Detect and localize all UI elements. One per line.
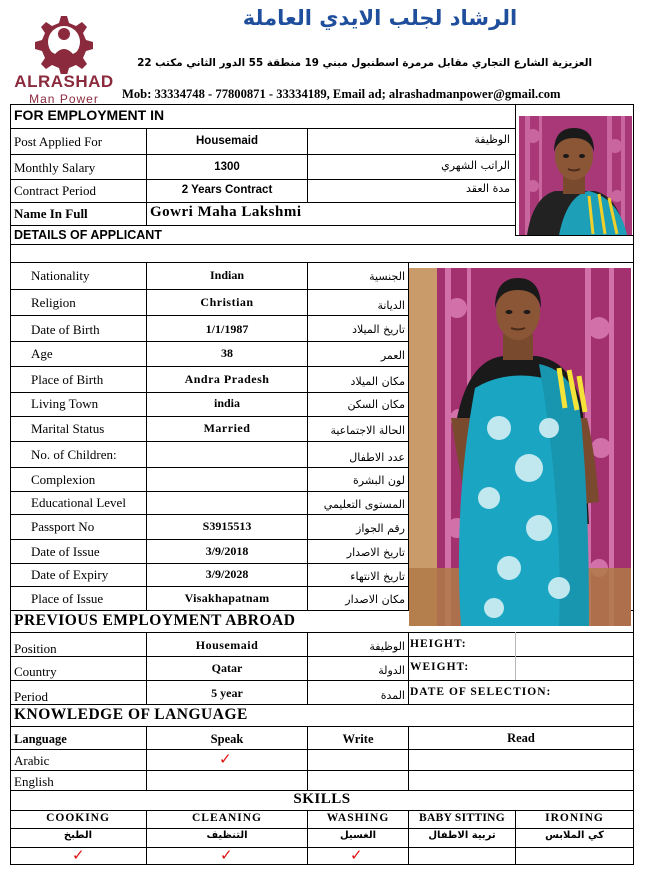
religion-value: Christian (200, 295, 254, 309)
section-language: KNOWLEDGE OF LANGUAGE (14, 706, 248, 723)
arabic-address: العزيزية الشارع التجاري مقابل مرمرة اسطنبول مبني 19 منطقة 55 الدور الثاني مكتب 22 (137, 57, 592, 69)
contact-line: Mob: 33334748 - 77800871 - 33334189, Email ad; alrashadmanpower@gmail.com (122, 87, 561, 101)
post-arabic: الوظيفة (474, 133, 510, 146)
passport-no-arabic: رقم الجواز (356, 522, 405, 535)
prev-position-label: Position (14, 641, 57, 656)
section-applicant: DETAILS OF APPLICANT (14, 228, 162, 242)
complexion-arabic: لون البشرة (353, 474, 405, 487)
skill-cooking-label: COOKING (46, 812, 110, 824)
dob-arabic: تاريخ الميلاد (352, 323, 405, 336)
issue-place-arabic: مكان الاصدار (345, 593, 405, 606)
prev-position-value: Housemaid (195, 638, 259, 652)
skill-cooking-checkmark: ✓ (72, 846, 85, 864)
prev-country-value: Qatar (211, 661, 243, 675)
passport-no-label: Passport No (31, 519, 95, 534)
logo-subtitle: Man Power (29, 92, 99, 106)
prev-position-arabic: الوظيفة (369, 640, 405, 653)
weight-label: WEIGHT: (410, 661, 470, 673)
skill-babysitting-label: BABY SITTING (419, 812, 505, 824)
post-label: Post Applied For (14, 134, 103, 149)
salary-arabic: الراتب الشهري (441, 159, 510, 172)
english-language-label: English (14, 774, 54, 789)
issue-date-arabic: تاريخ الاصدار (346, 546, 405, 559)
dob-label: Date of Birth (31, 322, 100, 337)
skill-cleaning-checkmark: ✓ (220, 846, 233, 864)
place-of-birth-label: Place of Birth (31, 372, 104, 387)
height-label: HEIGHT: (410, 638, 467, 650)
contract-arabic: مدة العقد (466, 182, 510, 195)
dob-value: 1/1/1987 (205, 322, 249, 336)
issue-date-value: 3/9/2018 (205, 544, 249, 558)
expiry-date-arabic: تاريخ الانتهاء (350, 570, 405, 583)
religion-label: Religion (31, 295, 76, 310)
applicant-photo-full (409, 268, 631, 626)
children-label: No. of Children: (31, 447, 117, 462)
logo-gear-icon (14, 12, 114, 74)
write-col-header: Write (342, 732, 374, 746)
section-employment: FOR EMPLOYMENT IN (14, 107, 165, 123)
prev-period-label: Period (14, 689, 48, 704)
issue-place-label: Place of Issue (31, 591, 104, 606)
prev-country-arabic: الدولة (378, 664, 405, 677)
contract-label: Contract Period (14, 183, 96, 198)
prev-period-arabic: المدة (380, 689, 405, 702)
religion-arabic: الديانة (377, 299, 405, 312)
contract-value: 2 Years Contract (181, 184, 273, 196)
section-previous-employment: PREVIOUS EMPLOYMENT ABROAD (14, 612, 296, 629)
expiry-date-value: 3/9/2028 (205, 567, 249, 581)
age-value: 38 (221, 346, 233, 360)
skill-washing-arabic: الغسيل (339, 830, 376, 841)
living-town-label: Living Town (31, 396, 99, 411)
children-arabic: عدد الاطفال (349, 451, 405, 464)
arabic-speak-checkmark: ✓ (219, 750, 232, 768)
issue-date-label: Date of Issue (31, 544, 100, 559)
prev-period-value: 5 year (211, 686, 243, 700)
nationality-label: Nationality (31, 268, 90, 283)
marital-status-label: Marital Status (31, 421, 105, 436)
salary-label: Monthly Salary (14, 160, 96, 175)
skill-cooking-arabic: الطبخ (63, 830, 93, 841)
marital-status-arabic: الحالة الاجتماعية (330, 424, 405, 437)
skill-ironing-arabic: كي الملابس (545, 830, 604, 841)
nationality-arabic: الجنسية (369, 270, 405, 283)
prev-country-label: Country (14, 664, 57, 679)
skill-babysitting-arabic: تربية الاطفال (428, 830, 496, 841)
name-label: Name In Full (14, 206, 88, 221)
logo (14, 12, 114, 106)
applicant-photo-small (519, 116, 632, 235)
read-col-header: Read (507, 731, 535, 745)
place-of-birth-value: Andra Pradesh (184, 372, 270, 386)
place-of-birth-arabic: مكان الميلاد (350, 375, 405, 388)
date-of-selection-label: DATE OF SELECTION: (410, 686, 552, 698)
skill-cleaning-arabic: التنظيف (206, 830, 248, 841)
living-town-arabic: مكان السكن (347, 398, 405, 411)
skill-cleaning-label: CLEANING (192, 812, 262, 824)
issue-place-value: Visakhapatnam (184, 591, 270, 605)
education-label: Educational Level (31, 495, 126, 510)
language-col-header: Language (14, 732, 67, 746)
nationality-value: Indian (209, 268, 245, 282)
education-arabic: المستوى التعليمي (323, 498, 405, 511)
skill-washing-checkmark: ✓ (350, 846, 363, 864)
name-value: Gowri Maha Lakshmi (150, 204, 302, 220)
expiry-date-label: Date of Expiry (31, 567, 109, 582)
speak-col-header: Speak (210, 732, 244, 746)
salary-value: 1300 (214, 161, 240, 173)
post-value: Housemaid (196, 135, 258, 147)
passport-no-value: S3915513 (202, 519, 252, 533)
arabic-company-title: الرشاد لجلب الايدي العاملة (242, 6, 518, 30)
age-arabic: العمر (380, 349, 405, 362)
skill-washing-label: WASHING (326, 812, 390, 824)
living-town-value: india (213, 396, 240, 410)
skill-ironing-label: IRONING (545, 812, 604, 824)
section-skills: SKILLS (293, 791, 351, 807)
marital-status-value: Married (203, 421, 251, 435)
logo-name: ALRASHAD (14, 72, 114, 91)
arabic-language-label: Arabic (14, 753, 50, 768)
complexion-label: Complexion (31, 472, 96, 487)
age-label: Age (31, 346, 53, 361)
